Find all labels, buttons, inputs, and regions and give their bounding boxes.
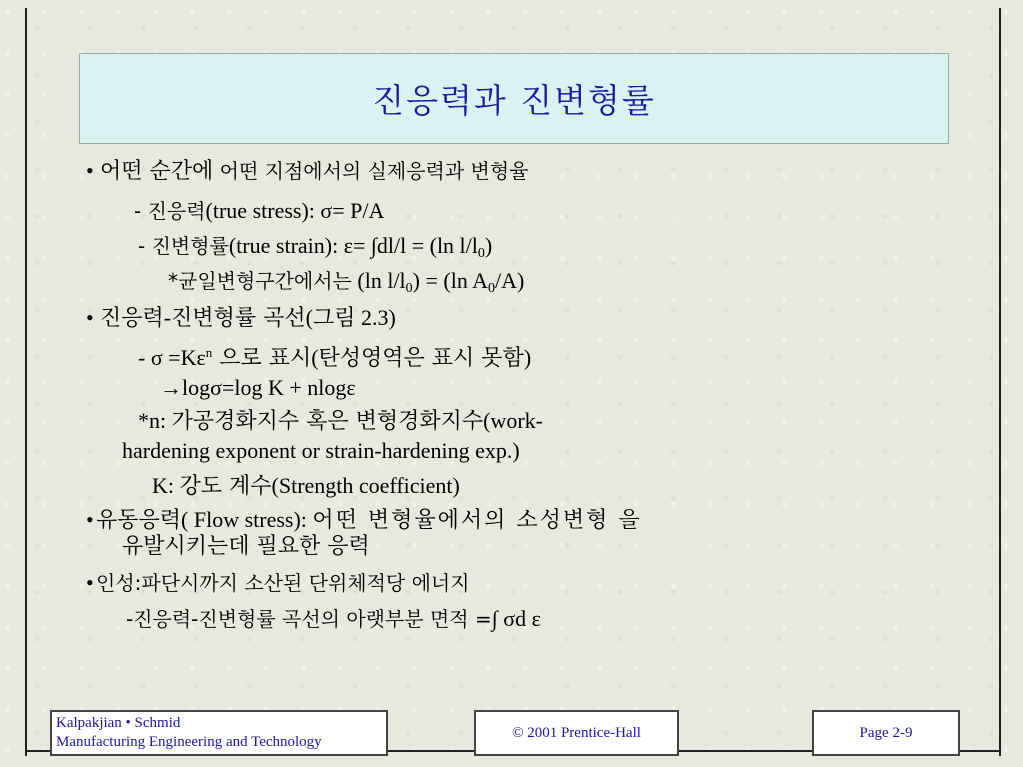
bullet-icon: • [86, 158, 94, 183]
bullet-icon: • [86, 570, 94, 595]
line-power-law: - $\sigma =K\varepsilon^n$ 으로 표시(탄성영역은 표시 못함) [138, 345, 532, 371]
line-1: • 어떤 순간에 어떤 지점에서의 실제응력과 변형율 [86, 158, 529, 184]
line-toughness: • 인성:파단시까지 소산된 단위체적당 에너지 [86, 570, 470, 595]
footer-book-title: Manufacturing Engineering and Technology [56, 734, 322, 750]
line-n-definition-cont: hardening exponent or strain-hardening exp.) [122, 438, 520, 463]
line-log-form: →logσ=log K + nlogε [160, 375, 356, 400]
slide-title: 진응력과 진변형률 [372, 81, 656, 120]
title-box [79, 53, 949, 144]
line-uniform-strain: *균일변형구간에서는 (ln $l/l_0) = (\ln$ $A_0/A$) [168, 268, 525, 296]
line-true-stress: - 진응력(true stress): σ= P/A [134, 198, 385, 223]
footer-page-number: Page 2-9 [859, 724, 913, 741]
bullet-icon: • [86, 305, 94, 330]
bullet-icon: • [86, 507, 94, 532]
footer-authors-box [50, 710, 388, 756]
line-curve: • 진응력-진변형률 곡선(그림 2.3) [86, 305, 396, 331]
footer-copyright-box [474, 710, 679, 756]
line-true-strain: - 진변형률(true strain): ε= ∫dl/l = (ln $l/l_0$) [138, 233, 493, 261]
line-toughness-area: -진응력-진변형률 곡선의 아랫부분 면적 =∫ σd ε [126, 606, 541, 631]
line-flow-stress: • 유동응력( Flow stress): 어떤 변형율에서의 소성변형 을 [86, 507, 642, 533]
footer-copyright: © 2001 Prentice-Hall [512, 724, 641, 741]
footer-authors: Kalpakjian • Schmid [56, 715, 181, 731]
line-n-definition: *n: 가공경화지수 혹은 변형경화지수(work- [138, 408, 544, 434]
line-k-definition: K: 강도 계수(Strength coefficient) [152, 473, 460, 499]
line-flow-stress-cont: 유발시키는데 필요한 응력 [122, 534, 370, 559]
footer-page-box [812, 710, 960, 756]
